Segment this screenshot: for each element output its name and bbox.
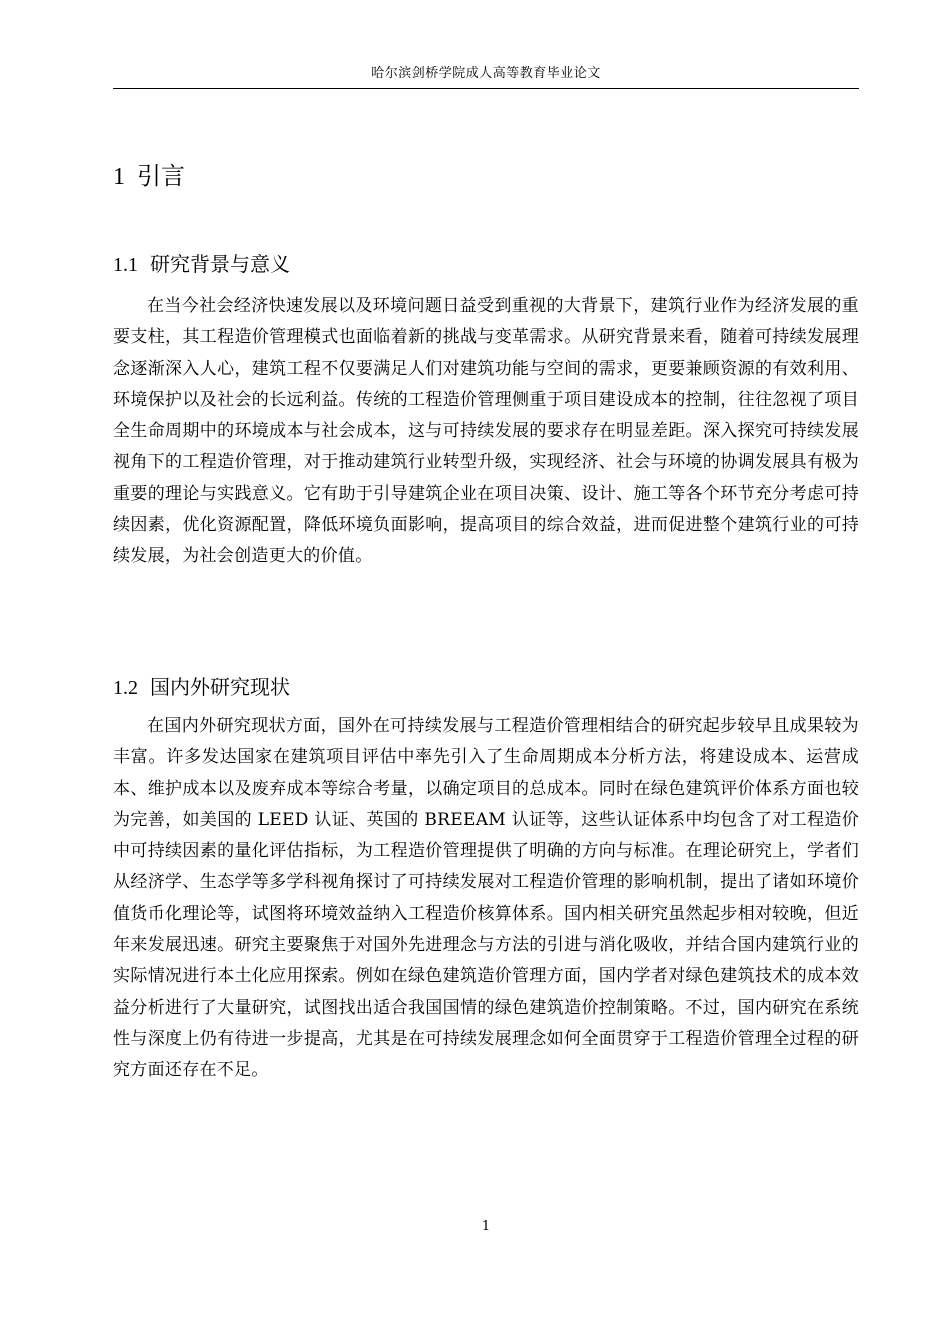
- chapter-number: 1: [113, 164, 125, 190]
- header-divider: [113, 88, 859, 89]
- section-paragraph-1-1: 在当今社会经济快速发展以及环境问题日益受到重视的大背景下，建筑行业作为经济发展的重要支柱，其工程造价管理模式也面临着新的挑战与变革需求。从研究背景来看，随着可持续发展理念逐渐深入人心，建筑工程不仅要满足人们对建筑功能与空间的需求，更要兼顾资源的有效利用、环境保护以及社会的长远利益。传统的工程造价管理侧重于项目建设成本的控制，往往忽视了项目全生命周期中的环境成本与社会成本，这与可持续发展的要求存在明显差距。深入探究可持续发展视角下的工程造价管理，对于推动建筑行业转型升级，实现经济、社会与环境的协调发展具有极为重要的理论与实践意义。它有助于引导建筑企业在项目决策、设计、施工等各个环节充分考虑可持续因素，优化资源配置，降低环境负面影响，提高项目的综合效益，进而促进整个建筑行业的可持续发展，为社会创造更大的价值。: [113, 296, 859, 567]
- section-number: 1.1: [113, 254, 138, 276]
- section-number: 1.2: [113, 677, 138, 699]
- section-paragraph-1-2: 在国内外研究现状方面，国外在可持续发展与工程造价管理相结合的研究起步较早且成果较为丰富。许多发达国家在建筑项目评估中率先引入了生命周期成本分析方法，将建设成本、运营成本、维护成本以及废弃成本等综合考量，以确定项目的总成本。同时在绿色建筑评价体系方面也较为完善，如美国的 LEED 认证、英国的 BREEAM 认证等，这些认证体系中均包含了对工程造价中可持续因素的量化评估指标，为工程造价管理提供了明确的方向与标准。在理论研究上，学者们从经济学、生态学等多学科视角探讨了可持续发展对工程造价管理的影响机制，提出了诸如环境价值货币化理论等，试图将环境效益纳入工程造价核算体系。国内相关研究虽然起步相对较晚，但近年来发展迅速。研究主要聚焦于对国外先进理念与方法的引进与消化吸收，并结合国内建筑行业的实际情况进行本土化应用探索。例如在绿色建筑造价管理方面，国内学者对绿色建筑技术的成本效益分析进行了大量研究，试图找出适合我国国情的绿色建筑造价控制策略。不过，国内研究在系统性与深度上仍有待进一步提高，尤其是在可持续发展理念如何全面贯穿于工程造价管理全过程的研究方面还存在不足。: [113, 716, 859, 1081]
- section-title-text: 国内外研究现状: [150, 675, 290, 699]
- page-number: 1: [481, 1219, 491, 1234]
- section-heading-1-2: [113, 673, 290, 702]
- chapter-title: [113, 160, 185, 193]
- section-title-text: 研究背景与意义: [150, 252, 290, 276]
- running-header: 哈尔滨剑桥学院成人高等教育毕业论文: [371, 66, 601, 81]
- chapter-title-text: 引言: [137, 162, 185, 190]
- section-heading-1-1: [113, 250, 290, 279]
